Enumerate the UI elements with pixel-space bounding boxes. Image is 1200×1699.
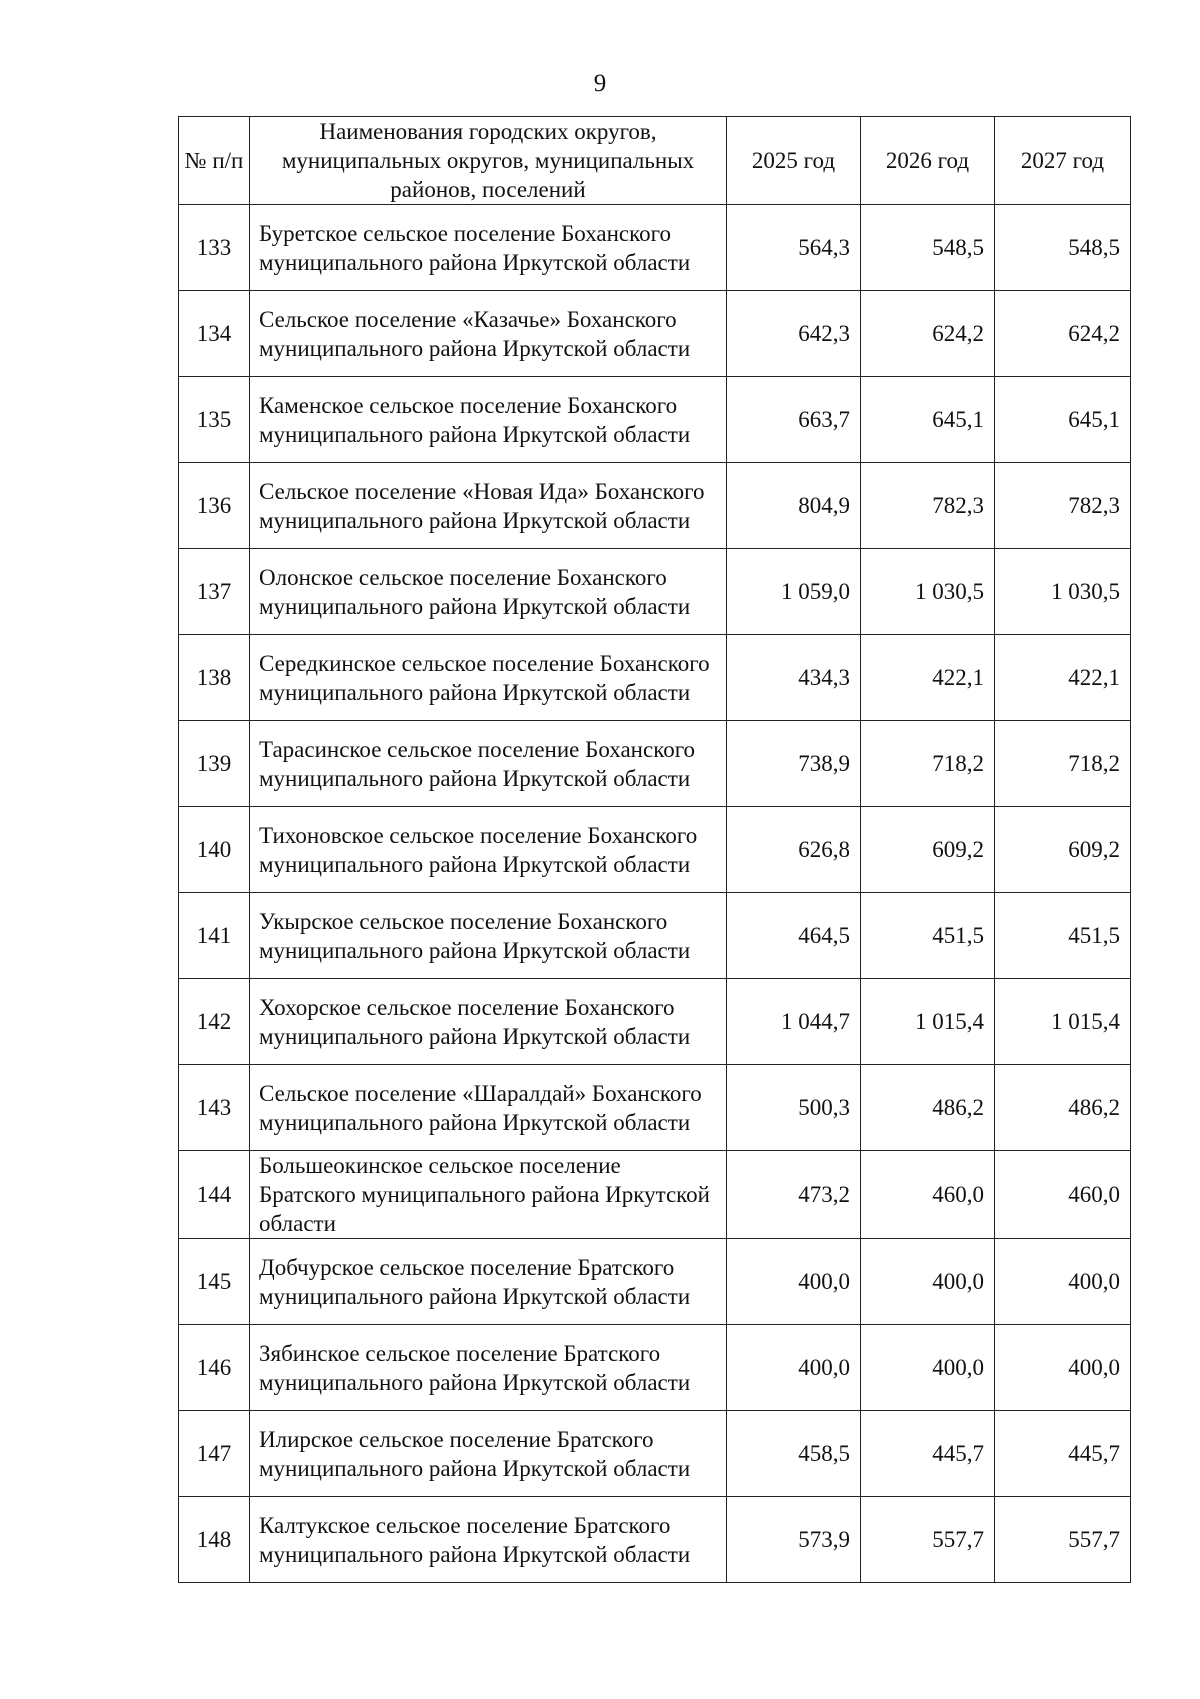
value-2025: 473,2 [727,1151,861,1239]
table-row [179,1239,1131,1325]
table-row [179,1065,1131,1151]
header-2027: 2027 год [995,117,1131,205]
row-name: Каменское сельское поселение Боханского муниципального района Иркутской области [250,377,727,463]
table-row [179,377,1131,463]
value-2026: 1 015,4 [861,979,995,1065]
value-2027: 422,1 [995,635,1131,721]
value-2025: 458,5 [727,1411,861,1497]
row-number: 147 [179,1411,250,1497]
value-2025: 642,3 [727,291,861,377]
row-name: Калтукское сельское поселение Братского муниципального района Иркутской области [250,1497,727,1583]
row-name: Тихоновское сельское поселение Боханского муниципального района Иркутской области [250,807,727,893]
row-number: 139 [179,721,250,807]
value-2026: 548,5 [861,205,995,291]
value-2027: 609,2 [995,807,1131,893]
table-row [179,893,1131,979]
row-name: Укырское сельское поселение Боханского муниципального района Иркутской области [250,893,727,979]
row-number: 138 [179,635,250,721]
value-2025: 573,9 [727,1497,861,1583]
table-row [179,635,1131,721]
value-2026: 557,7 [861,1497,995,1583]
value-2026: 1 030,5 [861,549,995,635]
row-number: 146 [179,1325,250,1411]
table-row [179,1151,1131,1239]
table-row [179,807,1131,893]
row-number: 144 [179,1151,250,1239]
row-number: 145 [179,1239,250,1325]
row-number: 135 [179,377,250,463]
header-2025: 2025 год [727,117,861,205]
value-2027: 645,1 [995,377,1131,463]
value-2027: 445,7 [995,1411,1131,1497]
value-2027: 400,0 [995,1239,1131,1325]
value-2027: 718,2 [995,721,1131,807]
value-2027: 782,3 [995,463,1131,549]
value-2025: 400,0 [727,1239,861,1325]
row-number: 136 [179,463,250,549]
row-name: Добчурское сельское поселение Братского муниципального района Иркутской области [250,1239,727,1325]
value-2025: 564,3 [727,205,861,291]
row-name: Илирское сельское поселение Братского муниципального района Иркутской области [250,1411,727,1497]
row-number: 140 [179,807,250,893]
table-row [179,291,1131,377]
row-number: 143 [179,1065,250,1151]
header-num: № п/п [179,117,250,205]
value-2026: 782,3 [861,463,995,549]
value-2027: 1 030,5 [995,549,1131,635]
row-name: Хохорское сельское поселение Боханского муниципального района Иркутской области [250,979,727,1065]
row-name: Сельское поселение «Шаралдай» Боханского муниципального района Иркутской области [250,1065,727,1151]
value-2026: 486,2 [861,1065,995,1151]
row-name: Большеокинское сельское поселение Братского муниципального района Иркутской области [250,1151,727,1239]
value-2026: 400,0 [861,1239,995,1325]
value-2026: 609,2 [861,807,995,893]
value-2025: 1 059,0 [727,549,861,635]
value-2026: 400,0 [861,1325,995,1411]
row-number: 148 [179,1497,250,1583]
row-number: 137 [179,549,250,635]
value-2025: 434,3 [727,635,861,721]
value-2025: 738,9 [727,721,861,807]
header-2026: 2026 год [861,117,995,205]
row-name: Сельское поселение «Казачье» Боханского муниципального района Иркутской области [250,291,727,377]
table-row [179,1411,1131,1497]
row-number: 134 [179,291,250,377]
row-name: Сельское поселение «Новая Ида» Боханского муниципального района Иркутской области [250,463,727,549]
value-2027: 1 015,4 [995,979,1131,1065]
row-name: Буретское сельское поселение Боханского муниципального района Иркутской области [250,205,727,291]
value-2026: 718,2 [861,721,995,807]
value-2027: 460,0 [995,1151,1131,1239]
row-name: Середкинское сельское поселение Боханского муниципального района Иркутской области [250,635,727,721]
value-2027: 557,7 [995,1497,1131,1583]
table-row [179,721,1131,807]
table-row [179,463,1131,549]
value-2026: 445,7 [861,1411,995,1497]
value-2027: 400,0 [995,1325,1131,1411]
value-2026: 422,1 [861,635,995,721]
value-2026: 460,0 [861,1151,995,1239]
value-2026: 645,1 [861,377,995,463]
row-name: Тарасинское сельское поселение Боханского муниципального района Иркутской области [250,721,727,807]
table-header-row [179,117,1131,205]
value-2025: 663,7 [727,377,861,463]
value-2025: 500,3 [727,1065,861,1151]
row-name: Олонское сельское поселение Боханского муниципального района Иркутской области [250,549,727,635]
table-row [179,549,1131,635]
row-number: 133 [179,205,250,291]
value-2025: 1 044,7 [727,979,861,1065]
table-row [179,979,1131,1065]
value-2026: 451,5 [861,893,995,979]
value-2027: 624,2 [995,291,1131,377]
header-name: Наименования городских округов, муниципальных округов, муниципальных районов, поселений [250,117,727,205]
value-2025: 400,0 [727,1325,861,1411]
table-body [179,205,1131,1583]
budget-table [178,116,1131,1583]
table-row [179,1325,1131,1411]
row-number: 141 [179,893,250,979]
row-number: 142 [179,979,250,1065]
value-2025: 804,9 [727,463,861,549]
page-number: 9 [593,70,607,97]
table-row [179,205,1131,291]
value-2027: 548,5 [995,205,1131,291]
value-2025: 464,5 [727,893,861,979]
value-2027: 451,5 [995,893,1131,979]
value-2026: 624,2 [861,291,995,377]
row-name: Зябинское сельское поселение Братского муниципального района Иркутской области [250,1325,727,1411]
table-row [179,1497,1131,1583]
value-2027: 486,2 [995,1065,1131,1151]
value-2025: 626,8 [727,807,861,893]
